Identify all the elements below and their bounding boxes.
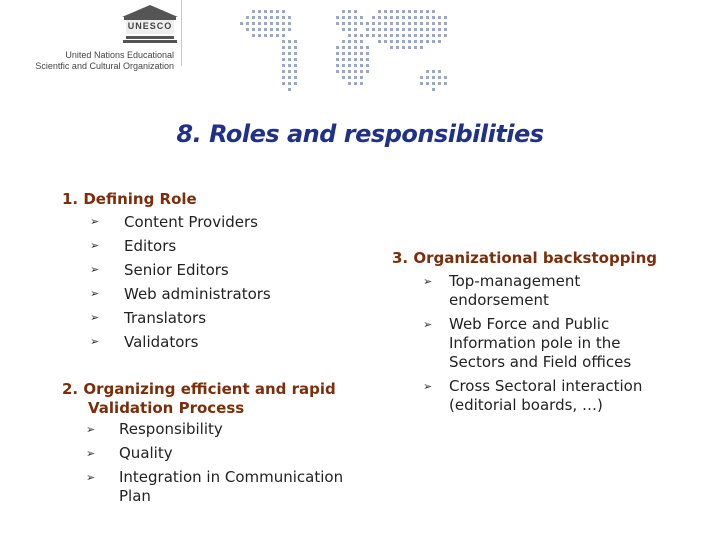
map-dot bbox=[432, 40, 435, 43]
map-dot bbox=[342, 64, 345, 67]
map-dot bbox=[354, 10, 357, 13]
arrow-bullet-icon: ➢ bbox=[86, 447, 96, 460]
map-dot bbox=[264, 34, 267, 37]
map-dot bbox=[420, 16, 423, 19]
map-dot bbox=[366, 22, 369, 25]
map-dot bbox=[348, 16, 351, 19]
map-dot bbox=[342, 40, 345, 43]
map-dot bbox=[294, 40, 297, 43]
map-dot bbox=[294, 70, 297, 73]
map-dot bbox=[282, 76, 285, 79]
map-dot bbox=[408, 22, 411, 25]
map-dot bbox=[276, 10, 279, 13]
map-dot bbox=[276, 22, 279, 25]
map-dot bbox=[420, 28, 423, 31]
map-dot bbox=[432, 16, 435, 19]
map-dot bbox=[378, 22, 381, 25]
dotted-world-map bbox=[236, 0, 468, 106]
map-dot bbox=[366, 28, 369, 31]
section-2-list bbox=[86, 420, 376, 511]
map-dot bbox=[444, 82, 447, 85]
map-dot bbox=[354, 34, 357, 37]
map-dot bbox=[288, 40, 291, 43]
map-dot bbox=[348, 28, 351, 31]
map-dot bbox=[420, 10, 423, 13]
section-2-title bbox=[62, 380, 382, 418]
map-dot bbox=[348, 34, 351, 37]
map-dot bbox=[432, 76, 435, 79]
map-dot bbox=[420, 40, 423, 43]
list-item: ➢ Integration in Communication Plan bbox=[86, 468, 344, 505]
map-dot bbox=[390, 40, 393, 43]
map-dot bbox=[258, 22, 261, 25]
map-dot bbox=[348, 52, 351, 55]
map-dot bbox=[288, 64, 291, 67]
map-dot bbox=[276, 16, 279, 19]
map-dot bbox=[354, 46, 357, 49]
map-dot bbox=[384, 22, 387, 25]
map-dot bbox=[372, 22, 375, 25]
map-dot bbox=[288, 88, 291, 91]
map-dot bbox=[402, 40, 405, 43]
unesco-logo bbox=[118, 3, 182, 45]
map-dot bbox=[288, 16, 291, 19]
map-dot bbox=[390, 22, 393, 25]
list-item: ➢ Translators bbox=[90, 306, 271, 330]
map-dot bbox=[258, 10, 261, 13]
arrow-bullet-icon: ➢ bbox=[423, 275, 433, 288]
map-dot bbox=[276, 34, 279, 37]
map-dot bbox=[342, 52, 345, 55]
map-dot bbox=[366, 46, 369, 49]
map-dot bbox=[390, 10, 393, 13]
slide-title: 8. Roles and responsibilities bbox=[176, 120, 544, 148]
map-dot bbox=[282, 34, 285, 37]
map-dot bbox=[282, 16, 285, 19]
map-dot bbox=[294, 76, 297, 79]
map-dot bbox=[384, 40, 387, 43]
map-dot bbox=[432, 70, 435, 73]
list-item: ➢ Editors bbox=[90, 234, 271, 258]
map-dot bbox=[252, 28, 255, 31]
map-dot bbox=[252, 22, 255, 25]
arrow-bullet-icon: ➢ bbox=[90, 263, 100, 276]
map-dot bbox=[396, 16, 399, 19]
map-dot bbox=[426, 16, 429, 19]
map-dot bbox=[360, 58, 363, 61]
list-item: ➢ Senior Editors bbox=[90, 258, 271, 282]
map-dot bbox=[288, 82, 291, 85]
map-dot bbox=[360, 76, 363, 79]
map-dot bbox=[264, 10, 267, 13]
map-dot bbox=[348, 58, 351, 61]
map-dot bbox=[432, 22, 435, 25]
map-dot bbox=[420, 34, 423, 37]
map-dot bbox=[288, 70, 291, 73]
map-dot bbox=[252, 16, 255, 19]
map-dot bbox=[288, 52, 291, 55]
map-dot bbox=[342, 58, 345, 61]
map-dot bbox=[390, 28, 393, 31]
list-item: ➢ Web Force and Public Information pole in the Sectors and Field offices bbox=[423, 315, 632, 371]
map-dot bbox=[354, 28, 357, 31]
map-dot bbox=[282, 28, 285, 31]
map-dot bbox=[264, 28, 267, 31]
arrow-bullet-icon: ➢ bbox=[423, 318, 433, 331]
arrow-bullet-icon: ➢ bbox=[90, 215, 100, 228]
map-dot bbox=[378, 10, 381, 13]
map-dot bbox=[282, 52, 285, 55]
map-dot bbox=[336, 46, 339, 49]
arrow-bullet-icon: ➢ bbox=[90, 335, 100, 348]
map-dot bbox=[384, 28, 387, 31]
map-dot bbox=[342, 46, 345, 49]
map-dot bbox=[372, 16, 375, 19]
map-dot bbox=[360, 82, 363, 85]
map-dot bbox=[408, 10, 411, 13]
map-dot bbox=[342, 10, 345, 13]
map-dot bbox=[336, 22, 339, 25]
map-dot bbox=[366, 70, 369, 73]
map-dot bbox=[276, 28, 279, 31]
section-3-title: 3. Organizational backstopping bbox=[392, 249, 657, 267]
map-dot bbox=[426, 82, 429, 85]
map-dot bbox=[282, 64, 285, 67]
map-dot bbox=[354, 70, 357, 73]
map-dot bbox=[408, 28, 411, 31]
map-dot bbox=[252, 10, 255, 13]
map-dot bbox=[384, 34, 387, 37]
map-dot bbox=[414, 40, 417, 43]
list-item: ➢ Content Providers bbox=[90, 210, 271, 234]
map-dot bbox=[258, 34, 261, 37]
map-dot bbox=[378, 40, 381, 43]
map-dot bbox=[342, 76, 345, 79]
map-dot bbox=[408, 40, 411, 43]
map-dot bbox=[408, 34, 411, 37]
map-dot bbox=[336, 52, 339, 55]
map-dot bbox=[360, 52, 363, 55]
org-line-2: Scientfic and Cultural Organization bbox=[35, 61, 174, 71]
map-dot bbox=[402, 10, 405, 13]
map-dot bbox=[432, 10, 435, 13]
map-dot bbox=[246, 16, 249, 19]
map-dot bbox=[366, 58, 369, 61]
map-dot bbox=[336, 70, 339, 73]
list-item: ➢ Cross Sectoral interaction (editorial boards, …) bbox=[423, 377, 643, 414]
map-dot bbox=[354, 40, 357, 43]
map-dot bbox=[246, 22, 249, 25]
section-1-list bbox=[90, 210, 271, 354]
map-dot bbox=[438, 82, 441, 85]
arrow-bullet-icon: ➢ bbox=[86, 471, 96, 484]
section-2-title-line-2: Validation Process bbox=[88, 399, 245, 417]
map-dot bbox=[438, 28, 441, 31]
map-dot bbox=[390, 46, 393, 49]
map-dot bbox=[438, 76, 441, 79]
header-divider bbox=[181, 0, 182, 66]
map-dot bbox=[396, 46, 399, 49]
map-dot bbox=[372, 34, 375, 37]
map-dot bbox=[282, 10, 285, 13]
map-dot bbox=[282, 58, 285, 61]
map-dot bbox=[348, 22, 351, 25]
map-dot bbox=[246, 28, 249, 31]
map-dot bbox=[426, 10, 429, 13]
arrow-bullet-icon: ➢ bbox=[86, 423, 96, 436]
list-item: ➢ Top-management endorsement bbox=[423, 272, 581, 309]
arrow-bullet-icon: ➢ bbox=[90, 287, 100, 300]
map-dot bbox=[354, 52, 357, 55]
map-dot bbox=[294, 58, 297, 61]
section-1-title: 1. Defining Role bbox=[62, 190, 197, 208]
map-dot bbox=[288, 28, 291, 31]
map-dot bbox=[384, 16, 387, 19]
map-dot bbox=[348, 64, 351, 67]
section-3-list bbox=[423, 272, 683, 420]
map-dot bbox=[270, 10, 273, 13]
map-dot bbox=[426, 40, 429, 43]
logo-text: UNESCO bbox=[127, 21, 173, 31]
map-dot bbox=[420, 22, 423, 25]
map-dot bbox=[426, 76, 429, 79]
map-dot bbox=[372, 28, 375, 31]
map-dot bbox=[270, 34, 273, 37]
map-dot bbox=[444, 34, 447, 37]
organization-name bbox=[10, 50, 174, 72]
map-dot bbox=[354, 64, 357, 67]
map-dot bbox=[432, 34, 435, 37]
map-dot bbox=[342, 70, 345, 73]
map-dot bbox=[294, 82, 297, 85]
map-dot bbox=[282, 70, 285, 73]
map-dot bbox=[390, 34, 393, 37]
list-item: ➢ Responsibility bbox=[86, 420, 223, 438]
map-dot bbox=[282, 82, 285, 85]
map-dot bbox=[444, 16, 447, 19]
map-dot bbox=[426, 34, 429, 37]
map-dot bbox=[426, 70, 429, 73]
map-dot bbox=[396, 40, 399, 43]
map-dot bbox=[360, 70, 363, 73]
arrow-bullet-icon: ➢ bbox=[90, 311, 100, 324]
map-dot bbox=[366, 52, 369, 55]
map-dot bbox=[360, 16, 363, 19]
map-dot bbox=[396, 22, 399, 25]
map-dot bbox=[360, 22, 363, 25]
map-dot bbox=[336, 16, 339, 19]
map-dot bbox=[366, 34, 369, 37]
map-dot bbox=[240, 22, 243, 25]
map-dot bbox=[402, 34, 405, 37]
map-dot bbox=[336, 64, 339, 67]
map-dot bbox=[414, 34, 417, 37]
map-dot bbox=[270, 28, 273, 31]
map-dot bbox=[294, 64, 297, 67]
map-dot bbox=[282, 46, 285, 49]
map-dot bbox=[378, 16, 381, 19]
map-dot bbox=[444, 28, 447, 31]
map-dot bbox=[438, 70, 441, 73]
map-dot bbox=[342, 28, 345, 31]
map-dot bbox=[288, 76, 291, 79]
map-dot bbox=[294, 52, 297, 55]
map-dot bbox=[402, 46, 405, 49]
map-dot bbox=[348, 76, 351, 79]
map-dot bbox=[360, 64, 363, 67]
arrow-bullet-icon: ➢ bbox=[423, 380, 433, 393]
map-dot bbox=[432, 82, 435, 85]
map-dot bbox=[402, 22, 405, 25]
list-item: ➢ Web administrators bbox=[90, 282, 271, 306]
map-dot bbox=[336, 58, 339, 61]
map-dot bbox=[288, 58, 291, 61]
map-dot bbox=[264, 16, 267, 19]
map-dot bbox=[420, 82, 423, 85]
map-dot bbox=[270, 16, 273, 19]
map-dot bbox=[414, 46, 417, 49]
map-dot bbox=[414, 10, 417, 13]
map-dot bbox=[420, 76, 423, 79]
map-dot bbox=[396, 10, 399, 13]
section-2-title-line-1: 2. Organizing efficient and rapid bbox=[62, 380, 336, 398]
map-dot bbox=[420, 46, 423, 49]
map-dot bbox=[360, 40, 363, 43]
map-dot bbox=[354, 82, 357, 85]
map-dot bbox=[438, 34, 441, 37]
map-dot bbox=[348, 70, 351, 73]
map-dot bbox=[258, 28, 261, 31]
map-dot bbox=[414, 16, 417, 19]
map-dot bbox=[252, 34, 255, 37]
map-dot bbox=[408, 16, 411, 19]
map-dot bbox=[438, 22, 441, 25]
map-dot bbox=[348, 82, 351, 85]
map-dot bbox=[360, 46, 363, 49]
map-dot bbox=[354, 58, 357, 61]
map-dot bbox=[360, 34, 363, 37]
map-dot bbox=[402, 28, 405, 31]
map-dot bbox=[270, 22, 273, 25]
arrow-bullet-icon: ➢ bbox=[90, 239, 100, 252]
map-dot bbox=[258, 16, 261, 19]
map-dot bbox=[390, 16, 393, 19]
map-dot bbox=[342, 22, 345, 25]
map-dot bbox=[432, 28, 435, 31]
map-dot bbox=[402, 16, 405, 19]
map-dot bbox=[384, 10, 387, 13]
map-dot bbox=[342, 16, 345, 19]
map-dot bbox=[288, 22, 291, 25]
map-dot bbox=[348, 10, 351, 13]
map-dot bbox=[438, 40, 441, 43]
map-dot bbox=[408, 46, 411, 49]
map-dot bbox=[264, 22, 267, 25]
map-dot bbox=[444, 76, 447, 79]
list-item: ➢ Quality bbox=[86, 444, 173, 462]
map-dot bbox=[348, 40, 351, 43]
map-dot bbox=[354, 22, 357, 25]
map-dot bbox=[432, 88, 435, 91]
map-dot bbox=[396, 34, 399, 37]
map-dot bbox=[378, 34, 381, 37]
map-dot bbox=[414, 28, 417, 31]
map-dot bbox=[288, 46, 291, 49]
map-dot bbox=[426, 28, 429, 31]
map-dot bbox=[444, 22, 447, 25]
map-dot bbox=[354, 16, 357, 19]
map-dot bbox=[366, 64, 369, 67]
map-dot bbox=[294, 46, 297, 49]
map-dot bbox=[354, 76, 357, 79]
map-dot bbox=[414, 22, 417, 25]
map-dot bbox=[396, 28, 399, 31]
org-line-1: United Nations Educational bbox=[65, 50, 174, 60]
map-dot bbox=[348, 46, 351, 49]
map-dot bbox=[426, 22, 429, 25]
map-dot bbox=[438, 16, 441, 19]
map-dot bbox=[378, 28, 381, 31]
map-dot bbox=[282, 40, 285, 43]
map-dot bbox=[282, 22, 285, 25]
list-item: ➢ Validators bbox=[90, 330, 271, 354]
